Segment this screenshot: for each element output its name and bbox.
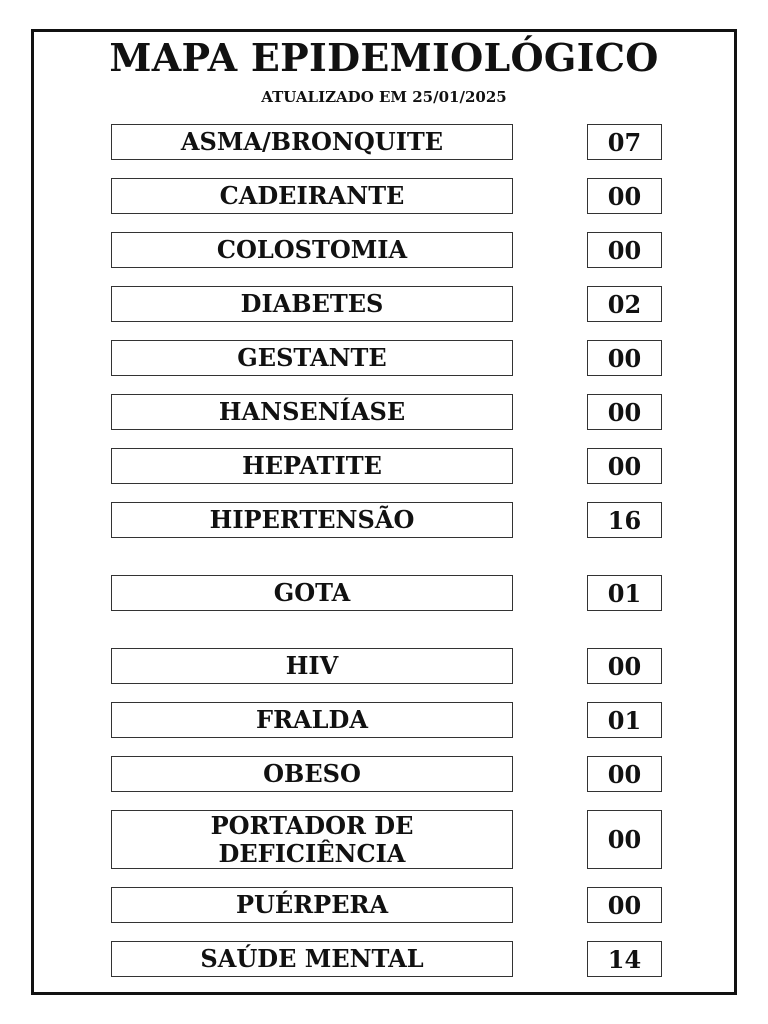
condition-label: HIPERTENSÃO [111, 502, 513, 538]
condition-label: OBESO [111, 756, 513, 792]
condition-label: HEPATITE [111, 448, 513, 484]
condition-label: CADEIRANTE [111, 178, 513, 214]
condition-label: GESTANTE [111, 340, 513, 376]
condition-count: 00 [587, 232, 662, 268]
condition-label: COLOSTOMIA [111, 232, 513, 268]
condition-count: 02 [587, 286, 662, 322]
condition-label: HIV [111, 648, 513, 684]
condition-count: 00 [587, 810, 662, 869]
condition-count: 00 [587, 448, 662, 484]
condition-label: ASMA/BRONQUITE [111, 124, 513, 160]
condition-count: 14 [587, 941, 662, 977]
condition-count: 01 [587, 702, 662, 738]
condition-label: PORTADOR DE DEFICIÊNCIA [111, 810, 513, 869]
condition-label: PUÉRPERA [111, 887, 513, 923]
condition-count: 01 [587, 575, 662, 611]
condition-count: 00 [587, 648, 662, 684]
condition-count: 00 [587, 340, 662, 376]
condition-label: DIABETES [111, 286, 513, 322]
condition-count: 00 [587, 756, 662, 792]
condition-count: 00 [587, 178, 662, 214]
condition-label: FRALDA [111, 702, 513, 738]
condition-count: 00 [587, 394, 662, 430]
condition-label: HANSENÍASE [111, 394, 513, 430]
page-title: MAPA EPIDEMIOLÓGICO [109, 35, 659, 80]
condition-label: GOTA [111, 575, 513, 611]
condition-count: 00 [587, 887, 662, 923]
condition-label: SAÚDE MENTAL [111, 941, 513, 977]
update-date: ATUALIZADO EM 25/01/2025 [261, 88, 507, 106]
document-frame [31, 29, 737, 995]
condition-count: 16 [587, 502, 662, 538]
condition-count: 07 [587, 124, 662, 160]
